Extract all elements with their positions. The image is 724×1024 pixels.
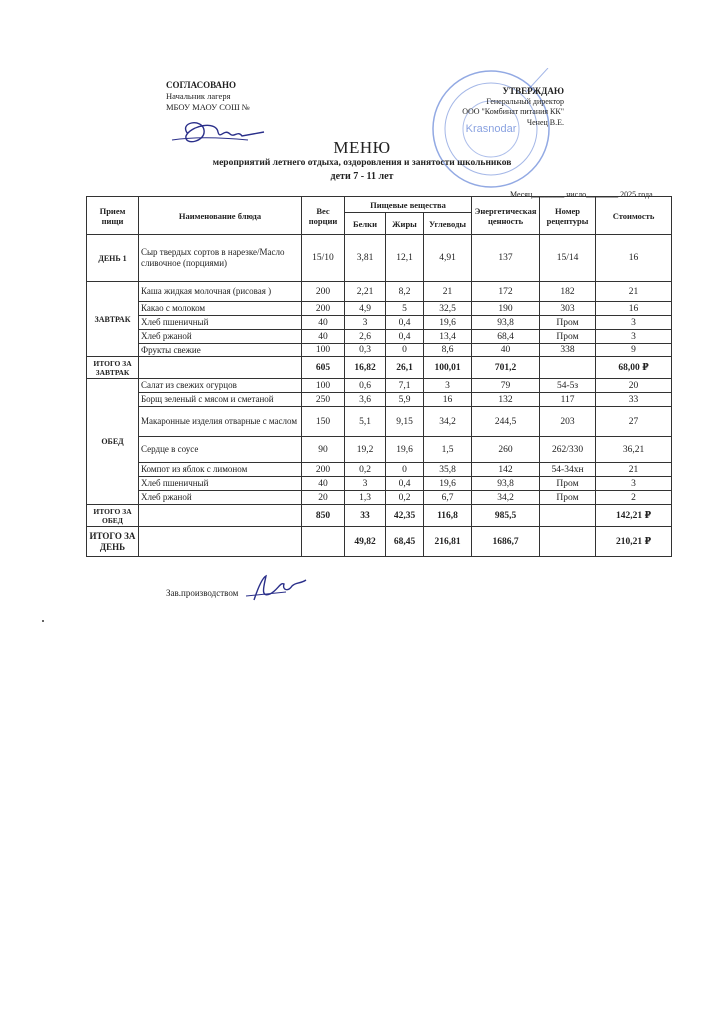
weight-cell: 100 — [302, 379, 345, 393]
energy-cell: 260 — [472, 437, 540, 463]
weight-cell: 850 — [302, 505, 345, 527]
col-dish: Наименование блюда — [139, 197, 302, 235]
fat-cell: 5,9 — [386, 393, 424, 407]
fat-cell: 0 — [386, 344, 424, 357]
fat-cell: 0,4 — [386, 316, 424, 330]
col-nutrients: Пищевые вещества — [345, 197, 472, 213]
carbs-cell: 3 — [424, 379, 472, 393]
stamp-text: Krasnodar — [465, 123, 517, 135]
date-line: Месяц________ число________ 2025 года — [510, 190, 653, 199]
cost-cell: 210,21 ₽ — [596, 527, 672, 557]
fat-cell: 0,4 — [386, 330, 424, 344]
table-row — [87, 491, 672, 505]
weight-cell: 200 — [302, 463, 345, 477]
approval-right-line2: ООО "Комбинат питания КК" — [462, 107, 564, 116]
fat-cell: 19,6 — [386, 437, 424, 463]
table-row — [87, 379, 672, 393]
date-month-label: Месяц — [510, 190, 533, 199]
cost-cell: 16 — [596, 302, 672, 316]
dish-name: Салат из свежих огурцов — [139, 379, 302, 393]
dish-name: Макаронные изделия отварные с маслом — [139, 407, 302, 437]
fat-cell: 9,15 — [386, 407, 424, 437]
carbs-cell: 34,2 — [424, 407, 472, 437]
protein-cell: 0,2 — [345, 463, 386, 477]
table-row — [87, 437, 672, 463]
protein-cell: 0,6 — [345, 379, 386, 393]
table-row — [87, 344, 672, 357]
protein-cell: 2,6 — [345, 330, 386, 344]
carbs-cell: 100,01 — [424, 357, 472, 379]
col-protein: Белки — [345, 213, 386, 235]
protein-cell: 3 — [345, 316, 386, 330]
approval-right-line1: Генеральный директор — [486, 96, 564, 106]
energy-cell: 190 — [472, 302, 540, 316]
protein-cell: 3 — [345, 477, 386, 491]
dish-name: Хлеб пшеничный — [139, 316, 302, 330]
page-title: МЕНЮ — [333, 138, 391, 157]
col-meal: Прием пищи — [87, 197, 139, 235]
protein-cell: 16,82 — [345, 357, 386, 379]
recipe-cell: Пром — [540, 330, 596, 344]
fat-cell: 0,4 — [386, 477, 424, 491]
carbs-cell: 21 — [424, 282, 472, 302]
cost-cell: 36,21 — [596, 437, 672, 463]
weight-cell: 100 — [302, 344, 345, 357]
energy-cell: 93,8 — [472, 477, 540, 491]
table-row — [87, 393, 672, 407]
energy-cell: 985,5 — [472, 505, 540, 527]
cost-cell: 68,00 ₽ — [596, 357, 672, 379]
meal-breakfast: ЗАВТРАК — [87, 282, 139, 357]
protein-cell: 0,3 — [345, 344, 386, 357]
menu-table — [86, 196, 672, 557]
recipe-cell: 15/14 — [540, 235, 596, 282]
protein-cell: 33 — [345, 505, 386, 527]
energy-cell: 701,2 — [472, 357, 540, 379]
fat-cell: 42,35 — [386, 505, 424, 527]
approval-left — [166, 80, 250, 113]
energy-cell: 40 — [472, 344, 540, 357]
age-group: дети 7 - 11 лет — [330, 171, 394, 182]
energy-cell: 172 — [472, 282, 540, 302]
production-manager-label: Зав.производством — [166, 588, 239, 598]
carbs-cell: 16 — [424, 393, 472, 407]
cost-cell: 33 — [596, 393, 672, 407]
cost-cell: 20 — [596, 379, 672, 393]
approval-left-line2: МБОУ МАОУ СОШ № — [166, 102, 250, 112]
dish-name: Каша жидкая молочная (рисовая ) — [139, 282, 302, 302]
day-total-label: ИТОГО ЗА ДЕНЬ — [87, 527, 139, 557]
recipe-cell: Пром — [540, 491, 596, 505]
col-recipe: Номер рецептуры — [540, 197, 596, 235]
fat-cell: 68,45 — [386, 527, 424, 557]
dish-name: Сердце в соусе — [139, 437, 302, 463]
col-cost: Стоимость — [596, 197, 672, 235]
cost-cell: 3 — [596, 316, 672, 330]
page-subtitle: мероприятий летнего отдыха, оздоровления и занятости школьников — [212, 158, 512, 168]
weight-cell: 40 — [302, 316, 345, 330]
carbs-cell: 4,91 — [424, 235, 472, 282]
table-row — [87, 463, 672, 477]
protein-cell: 3,6 — [345, 393, 386, 407]
energy-cell: 137 — [472, 235, 540, 282]
weight-cell: 150 — [302, 407, 345, 437]
cost-cell: 142,21 ₽ — [596, 505, 672, 527]
carbs-cell: 8,6 — [424, 344, 472, 357]
weight-cell: 20 — [302, 491, 345, 505]
energy-cell: 244,5 — [472, 407, 540, 437]
col-carbs: Углеводы — [424, 213, 472, 235]
cost-cell: 27 — [596, 407, 672, 437]
fat-cell: 26,1 — [386, 357, 424, 379]
recipe-cell: 203 — [540, 407, 596, 437]
table-row — [87, 282, 672, 302]
dish-name: Хлеб ржаной — [139, 491, 302, 505]
date-day-label: число — [566, 190, 587, 199]
cost-cell: 21 — [596, 282, 672, 302]
protein-cell: 1,3 — [345, 491, 386, 505]
fat-cell: 8,2 — [386, 282, 424, 302]
dish-name: Компот из яблок с лимоном — [139, 463, 302, 477]
cost-cell: 2 — [596, 491, 672, 505]
fat-cell: 0,2 — [386, 491, 424, 505]
col-weight: Вес порции — [302, 197, 345, 235]
weight-cell: 15/10 — [302, 235, 345, 282]
approval-right — [454, 86, 564, 128]
carbs-cell: 6,7 — [424, 491, 472, 505]
protein-cell: 49,82 — [345, 527, 386, 557]
table-row-total — [87, 357, 672, 379]
protein-cell: 4,9 — [345, 302, 386, 316]
total-label: ИТОГО ЗА ЗАВТРАК — [87, 357, 139, 379]
table-row — [87, 477, 672, 491]
energy-cell: 79 — [472, 379, 540, 393]
dish-name: Хлеб ржаной — [139, 330, 302, 344]
recipe-cell: 54-5з — [540, 379, 596, 393]
carbs-cell: 32,5 — [424, 302, 472, 316]
approval-right-line3: Ченец В.Е. — [526, 117, 564, 127]
weight-cell: 40 — [302, 330, 345, 344]
weight-cell: 200 — [302, 302, 345, 316]
cost-cell: 3 — [596, 477, 672, 491]
col-energy: Энергетическая ценность — [472, 197, 540, 235]
approval-left-line1: Начальник лагеря — [166, 91, 231, 101]
dish-name: Какао с молоком — [139, 302, 302, 316]
carbs-cell: 216,81 — [424, 527, 472, 557]
energy-cell: 68,4 — [472, 330, 540, 344]
recipe-cell: 54-34хн — [540, 463, 596, 477]
energy-cell: 93,8 — [472, 316, 540, 330]
dish-name: Фрукты свежие — [139, 344, 302, 357]
energy-cell: 132 — [472, 393, 540, 407]
recipe-cell: Пром — [540, 477, 596, 491]
cost-cell: 21 — [596, 463, 672, 477]
meal-lunch: ОБЕД — [87, 379, 139, 505]
carbs-cell: 19,6 — [424, 477, 472, 491]
table-row — [87, 302, 672, 316]
day-label: ДЕНЬ 1 — [87, 235, 139, 282]
dish-name: Борщ зеленый с мясом и сметаной — [139, 393, 302, 407]
fat-cell: 0 — [386, 463, 424, 477]
protein-cell: 5,1 — [345, 407, 386, 437]
weight-cell: 90 — [302, 437, 345, 463]
scan-speck — [42, 620, 44, 622]
cost-cell: 3 — [596, 330, 672, 344]
recipe-cell: 338 — [540, 344, 596, 357]
recipe-cell: Пром — [540, 316, 596, 330]
recipe-cell: 303 — [540, 302, 596, 316]
protein-cell: 3,81 — [345, 235, 386, 282]
weight-cell: 605 — [302, 357, 345, 379]
total-label: ИТОГО ЗА ОБЕД — [87, 505, 139, 527]
weight-cell: 200 — [302, 282, 345, 302]
table-row — [87, 316, 672, 330]
dish-name: Сыр твердых сортов в нарезке/Масло сливочное (порциями) — [139, 235, 302, 282]
signature-production — [240, 572, 310, 604]
table-row — [87, 330, 672, 344]
fat-cell: 7,1 — [386, 379, 424, 393]
approval-left-title: СОГЛАСОВАНО — [166, 80, 237, 90]
weight-cell: 40 — [302, 477, 345, 491]
table-row-total — [87, 505, 672, 527]
approval-right-title: УТВЕРЖДАЮ — [502, 86, 564, 96]
energy-cell: 34,2 — [472, 491, 540, 505]
col-fat: Жиры — [386, 213, 424, 235]
dish-name: Хлеб пшеничный — [139, 477, 302, 491]
recipe-cell: 262/330 — [540, 437, 596, 463]
recipe-cell: 117 — [540, 393, 596, 407]
cost-cell: 16 — [596, 235, 672, 282]
recipe-cell: 182 — [540, 282, 596, 302]
table-row — [87, 235, 672, 282]
carbs-cell: 35,8 — [424, 463, 472, 477]
carbs-cell: 19,6 — [424, 316, 472, 330]
carbs-cell: 13,4 — [424, 330, 472, 344]
fat-cell: 12,1 — [386, 235, 424, 282]
date-year-label: 2025 года — [620, 190, 653, 199]
energy-cell: 142 — [472, 463, 540, 477]
carbs-cell: 1,5 — [424, 437, 472, 463]
weight-cell: 250 — [302, 393, 345, 407]
table-row — [87, 407, 672, 437]
energy-cell: 1686,7 — [472, 527, 540, 557]
protein-cell: 2,21 — [345, 282, 386, 302]
fat-cell: 5 — [386, 302, 424, 316]
cost-cell: 9 — [596, 344, 672, 357]
table-row-day-total — [87, 527, 672, 557]
protein-cell: 19,2 — [345, 437, 386, 463]
carbs-cell: 116,8 — [424, 505, 472, 527]
